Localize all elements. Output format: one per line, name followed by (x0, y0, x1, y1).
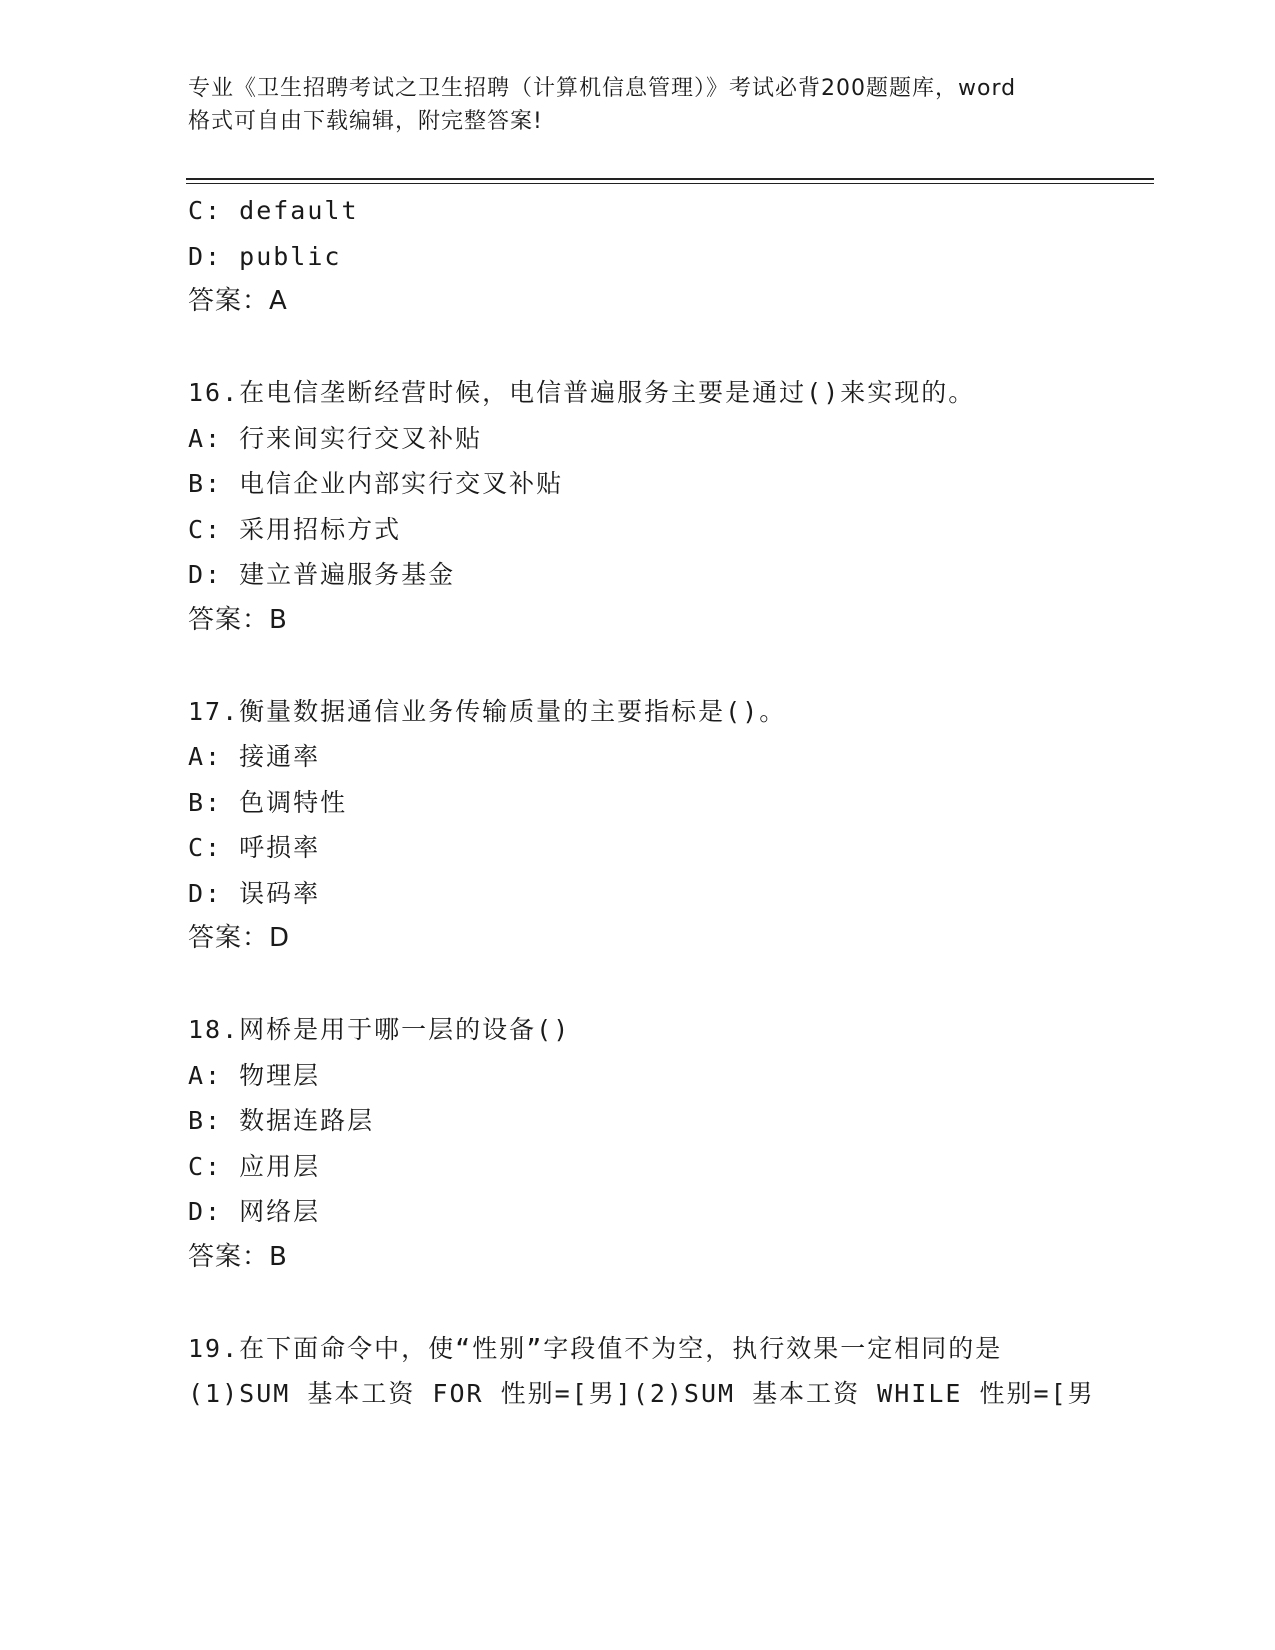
option-c: C: 应用层 (188, 1151, 321, 1181)
option-d: D: 建立普遍服务基金 (188, 560, 456, 589)
document-header (188, 72, 1088, 138)
option-a: A: 物理层 (188, 1060, 321, 1090)
header-line-2: 格式可自由下载编辑，附完整答案! (188, 109, 543, 134)
answer: 答案：B (188, 1241, 288, 1272)
question-stem: 17.衡量数据通信业务传输质量的主要指标是()。 (188, 696, 787, 726)
question-stem-continued: (1)SUM 基本工资 FOR 性别=[男](2)SUM 基本工资 WHILE 性别=[男 (188, 1379, 1095, 1408)
option-a: A: 行来间实行交叉补贴 (188, 423, 483, 453)
option-c: C: 呼损率 (188, 833, 321, 862)
option-b: B: 数据连路层 (188, 1106, 375, 1135)
header-divider-thick (186, 178, 1154, 180)
option-d: D: public (188, 241, 342, 271)
question-stem: 19.在下面命令中，使“性别”字段值不为空，执行效果一定相同的是 (188, 1333, 1003, 1363)
answer: 答案：A (188, 286, 288, 316)
header-divider-thin (186, 183, 1154, 184)
answer: 答案：B (188, 604, 288, 635)
option-c: C: default (188, 196, 359, 225)
question-stem: 16.在电信垄断经营时候，电信普遍服务主要是通过()来实现的。 (188, 378, 976, 407)
option-a: A: 接通率 (188, 742, 321, 771)
option-b: B: 电信企业内部实行交叉补贴 (188, 469, 564, 498)
option-c: C: 采用招标方式 (188, 514, 402, 544)
question-stem: 18.网桥是用于哪一层的设备() (188, 1015, 571, 1044)
answer: 答案：D (188, 923, 291, 953)
option-d: D: 网络层 (188, 1197, 321, 1226)
header-line-1: 专业《卫生招聘考试之卫生招聘（计算机信息管理）》考试必背200题题库，word (188, 76, 1017, 101)
option-d: D: 误码率 (188, 878, 321, 908)
option-b: B: 色调特性 (188, 787, 348, 817)
question-list (188, 188, 1148, 1417)
